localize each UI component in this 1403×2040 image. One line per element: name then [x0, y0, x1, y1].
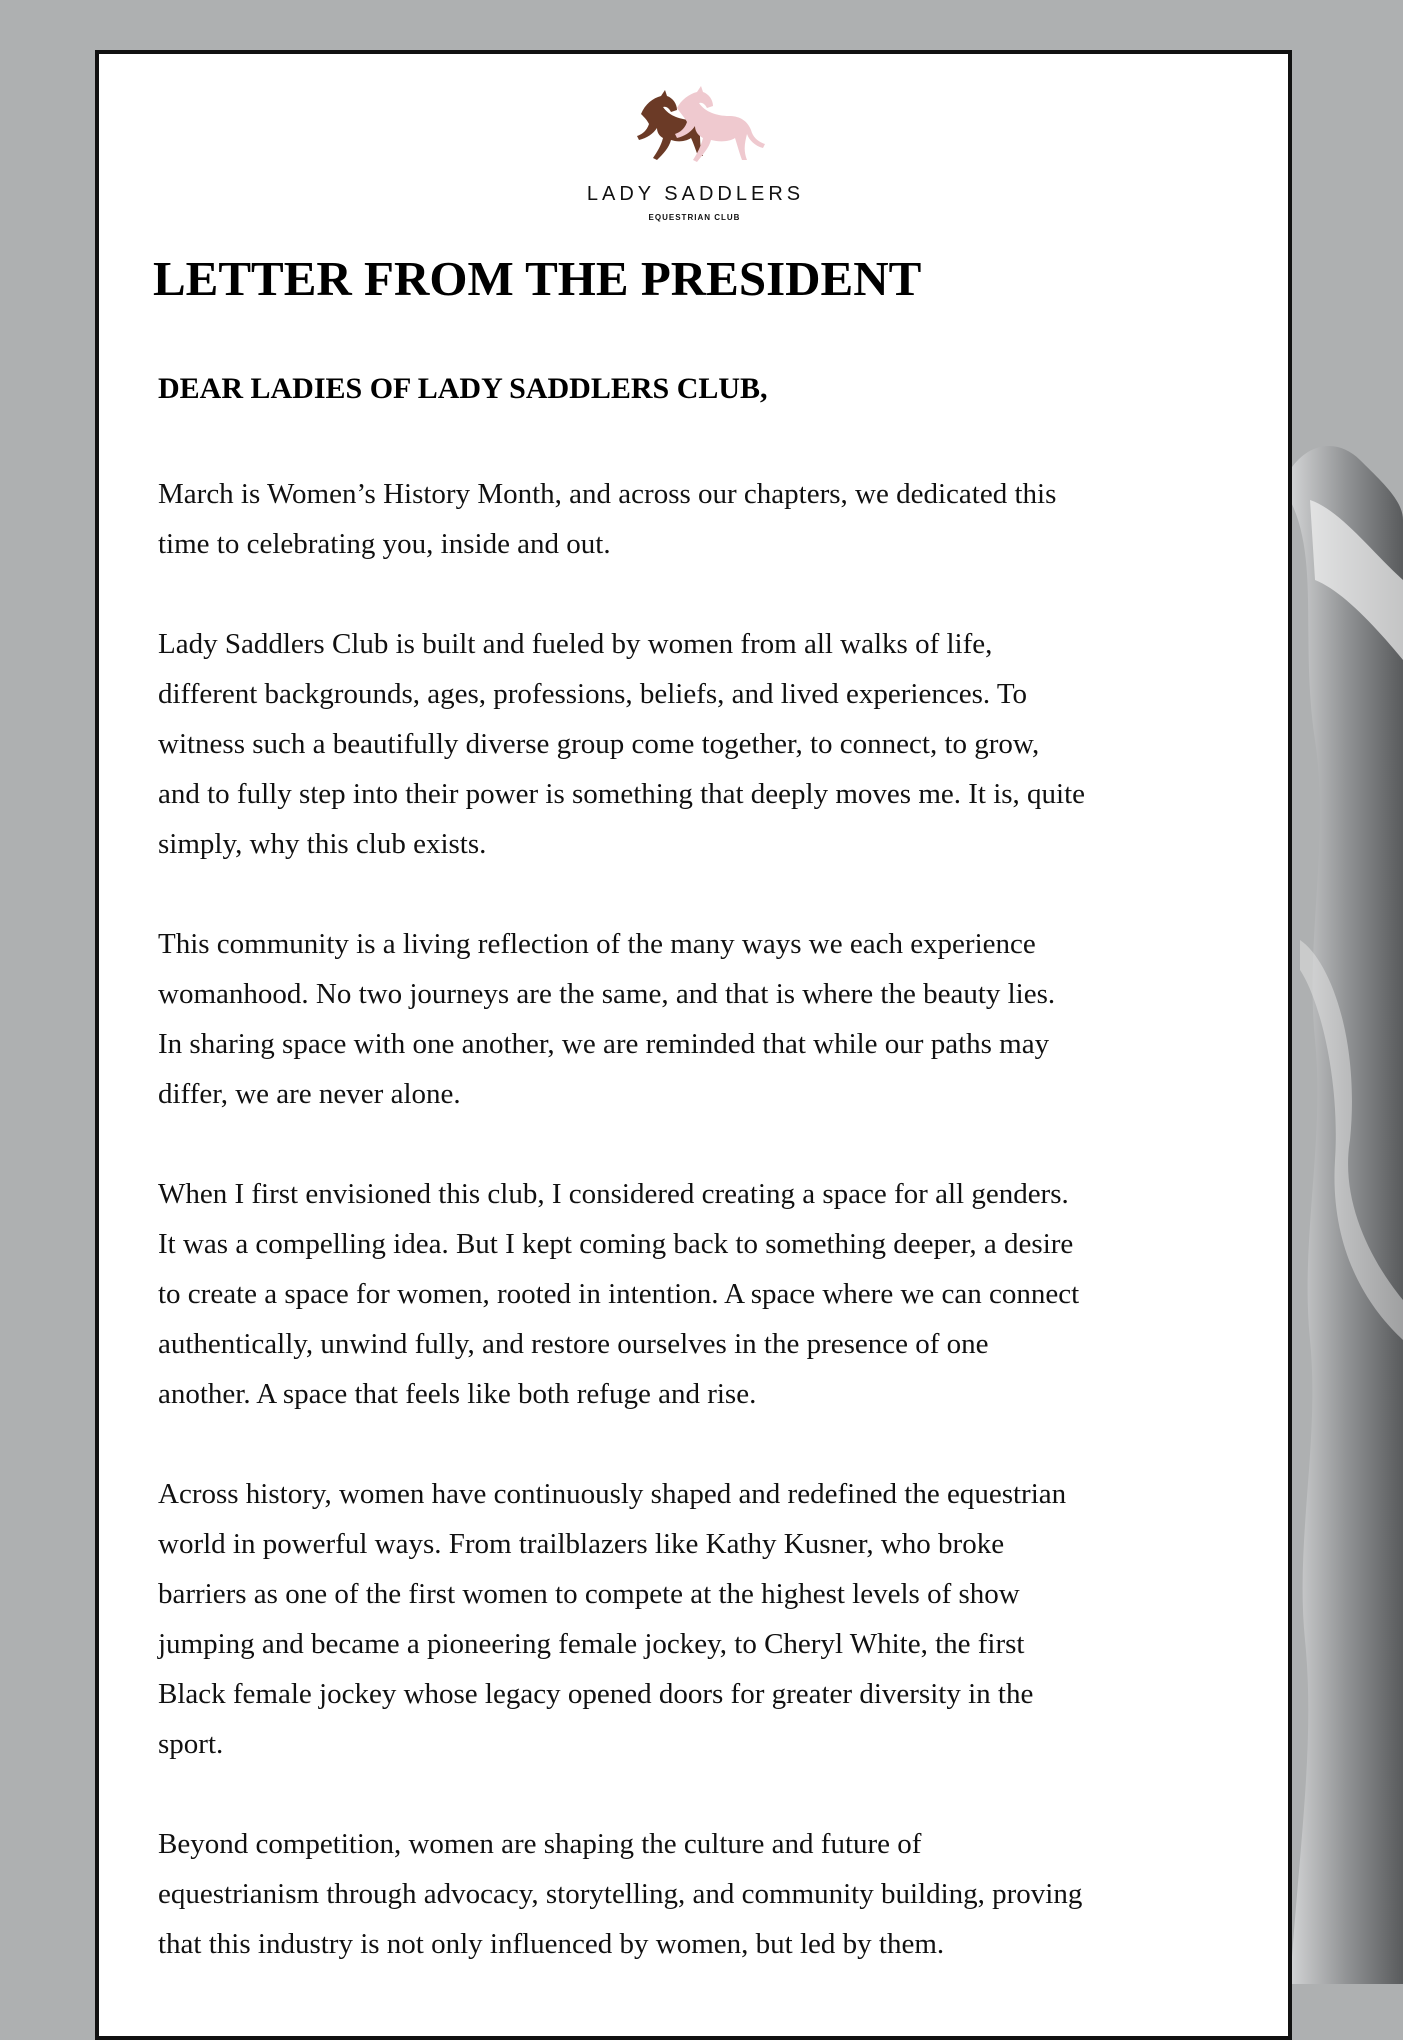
text-line: It was a compelling idea. But I kept coming back to something deeper, a desire — [158, 1228, 1074, 1260]
logo-name: LADY SADDLERS — [586, 183, 805, 205]
paragraph — [158, 919, 1268, 1119]
text-line: witness such a beautifully diverse group come together, to connect, to grow, — [158, 728, 1040, 760]
text-line: to create a space for women, rooted in intention. A space where we can connect — [158, 1278, 1080, 1310]
paragraph — [158, 469, 1268, 569]
club-logo — [99, 80, 1288, 250]
paragraph — [158, 619, 1268, 869]
text-line: sport. — [158, 1728, 224, 1760]
text-line: equestrianism through advocacy, storytelling, and community building, proving — [158, 1878, 1083, 1910]
paragraph — [158, 1469, 1268, 1769]
text-line: This community is a living reflection of the many ways we each experience — [158, 928, 1036, 960]
horse-sculpture-background — [1290, 440, 1403, 1984]
text-line: Lady Saddlers Club is built and fueled by women from all walks of life, — [158, 628, 993, 660]
text-line: world in powerful ways. From trailblazers like Kathy Kusner, who broke — [158, 1528, 1005, 1560]
horses-logo-icon — [619, 80, 769, 180]
text-line: In sharing space with one another, we are reminded that while our paths may — [158, 1028, 1050, 1060]
text-line: and to fully step into their power is something that deeply moves me. It is, quite — [158, 778, 1086, 810]
text-line: barriers as one of the first women to compete at the highest levels of show — [158, 1578, 1020, 1610]
letter-page — [95, 50, 1292, 2040]
text-line: differ, we are never alone. — [158, 1078, 461, 1110]
text-line: Black female jockey whose legacy opened doors for greater diversity in the — [158, 1678, 1034, 1710]
text-line: that this industry is not only influenced by women, but led by them. — [158, 1928, 945, 1960]
text-line: simply, why this club exists. — [158, 828, 487, 860]
text-line: Beyond competition, women are shaping the culture and future of — [158, 1828, 922, 1860]
paragraph — [158, 1169, 1268, 1419]
page-title: LETTER FROM THE PRESIDENT — [153, 251, 922, 306]
text-line: Across history, women have continuously shaped and redefined the equestrian — [158, 1478, 1067, 1510]
letter-body — [158, 469, 1268, 2019]
text-line: jumping and became a pioneering female jockey, to Cheryl White, the first — [158, 1628, 1025, 1660]
text-line: womanhood. No two journeys are the same, and that is where the beauty lies. — [158, 978, 1056, 1010]
text-line: another. A space that feels like both refuge and rise. — [158, 1378, 757, 1410]
text-line: different backgrounds, ages, professions, beliefs, and lived experiences. To — [158, 678, 1028, 710]
paragraph — [158, 1819, 1268, 1969]
text-line: When I first envisioned this club, I considered creating a space for all genders. — [158, 1178, 1069, 1210]
text-line: authentically, unwind fully, and restore ourselves in the presence of one — [158, 1328, 989, 1360]
logo-subtitle: EQUESTRIAN CLUB — [648, 213, 741, 222]
salutation: DEAR LADIES OF LADY SADDLERS CLUB, — [158, 372, 768, 405]
text-line: time to celebrating you, inside and out. — [158, 528, 611, 560]
text-line: March is Women’s History Month, and across our chapters, we dedicated this — [158, 478, 1057, 510]
